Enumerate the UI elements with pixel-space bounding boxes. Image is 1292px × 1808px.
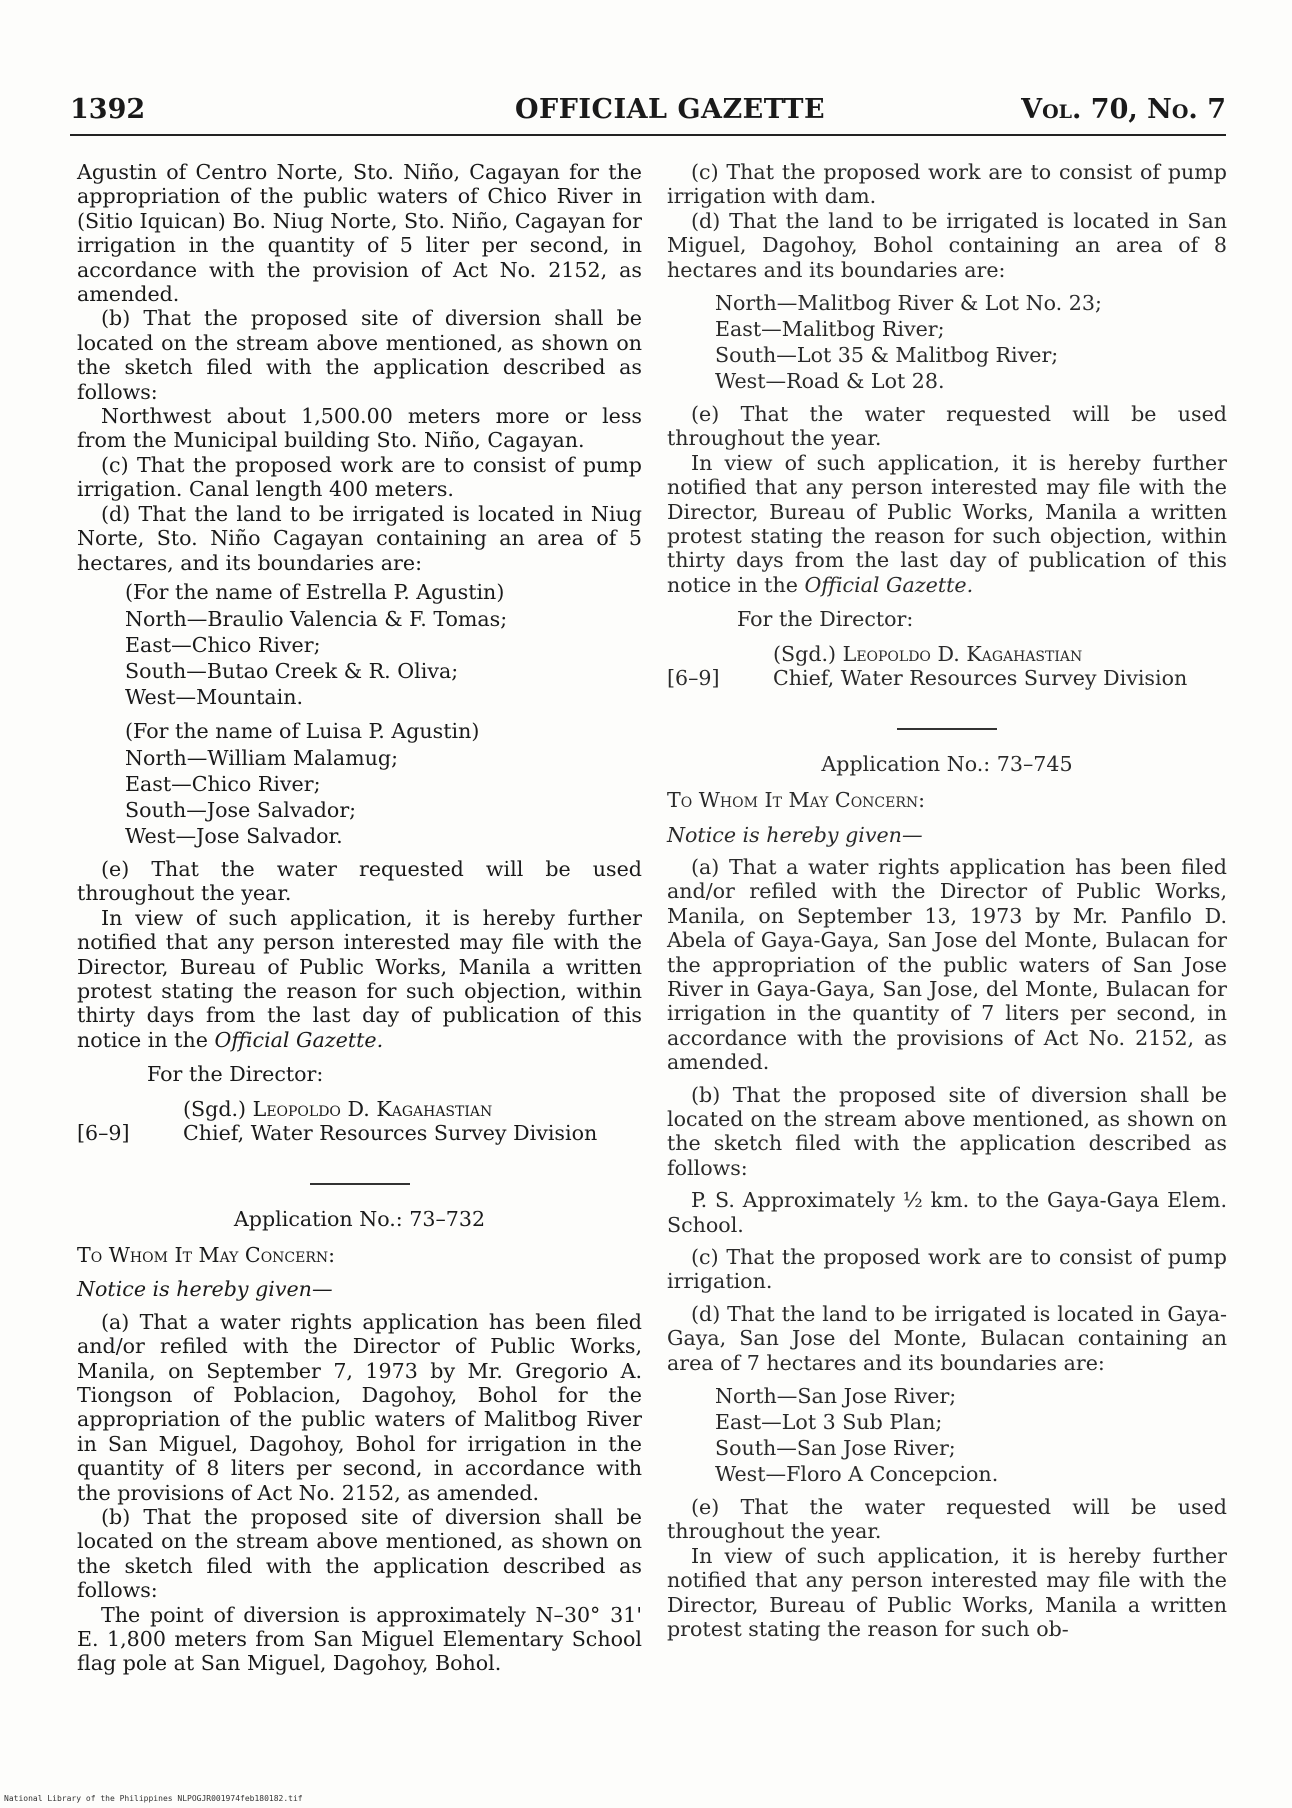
paragraph: Agustin of Centro Norte, Sto. Niño, Cagayan for the appropriation of the public waters of Chico River in (Sitio Iquican) Bo. Niug Norte, Sto. Niño, Cagayan for irrigation in the quantity of 5 liter per second, in accordance with the provision of Act No. 2152, as amended. [77, 160, 642, 307]
volume-label: Vol. 70, No. 7 [1021, 94, 1226, 125]
paragraph: In view of such application, it is hereby further notified that any person interested may file with the Director, Bureau of Public Works, Manila a written protest stating the reason for such ob- [667, 1543, 1227, 1642]
signatory [183, 1097, 492, 1121]
paragraph-text: In view of such application, it is hereby further notified that any person interested may file with the Director, Bureau of Public Works, Manila a written protest stating the reason for such objection, within thirty days from the last day of publication of this notice in the [77, 905, 642, 1052]
application-number: Application No.: 73–732 [233, 1206, 486, 1231]
signer-name: Leopoldo D. Kagahastian [252, 1096, 493, 1121]
paragraph: (a) That a water rights application has been filed and/or refiled with the Director of Public Works, Manila, on September 7, 1973 by Mr. Gregorio A. Tiongson of Poblacion, Dagohoy, Bohol for the appropriation of the public waters of Malitbog River in San Miguel, Dagohoy, Bohol for irrigation in the quantity of 8 liters per second, in accordance with the provisions of Act No. 2152, as amended. [77, 1309, 642, 1505]
signer-name: Leopoldo D. Kagahastian [842, 641, 1083, 666]
for-the-director: For the Director: [147, 1062, 324, 1087]
boundary-item: East—Malitbog River; [715, 317, 945, 342]
boundary-item: West—Road & Lot 28. [715, 369, 945, 394]
boundary-item: East—Chico River; [125, 771, 321, 796]
notice-heading: Notice is hereby given— [667, 822, 923, 847]
gazette-title: Official Gazette. [214, 1027, 384, 1052]
salutation: To Whom It May Concern: [667, 788, 926, 813]
paragraph: (b) That the proposed site of diversion shall be located on the stream above mentioned, as shown on the sketch filed with the application described as follows: [77, 1505, 642, 1603]
publication-title: OFFICIAL GAZETTE [515, 94, 826, 125]
notice-heading: Notice is hereby given— [77, 1277, 333, 1302]
boundary-item: South—Jose Salvador; [125, 797, 357, 822]
for-the-director: For the Director: [737, 607, 914, 632]
signature-block [667, 642, 1227, 694]
paragraph [77, 906, 642, 1052]
paragraph: (c) That the proposed work are to consist of pump irrigation. [667, 1245, 1227, 1294]
left-column [77, 160, 642, 1676]
right-column [667, 160, 1227, 1641]
boundary-item: North—William Malamug; [125, 745, 399, 770]
paragraph: The point of diversion is approximately N–30° 31' E. 1,800 meters from San Miguel Elementary School flag pole at San Miguel, Dagohoy, Bohol. [77, 1602, 642, 1676]
boundary-item: South—San Jose River; [715, 1436, 956, 1461]
paragraph: (e) That the water requested will be used throughout the year. [77, 856, 642, 906]
issue-code: [6–9] [77, 1120, 130, 1145]
sgd-label: (Sgd.) [183, 1096, 247, 1121]
boundary-item: East—Chico River; [125, 632, 321, 657]
page-header [70, 88, 1226, 136]
signature-block [77, 1097, 642, 1149]
owner-name: (For the name of Estrella P. Agustin) [125, 579, 505, 604]
boundary-item: South—Lot 35 & Malitbog River; [715, 343, 1059, 368]
boundary-list [667, 290, 1227, 394]
paragraph: Northwest about 1,500.00 meters more or less from the Municipal building Sto. Niño, Cagayan. [77, 404, 642, 453]
boundary-item: North—San Jose River; [715, 1384, 957, 1409]
page-number: 1392 [70, 94, 146, 125]
paragraph: (d) That the land to be irrigated is located in Gaya-Gaya, San Jose del Monte, Bulacan containing an area of 7 hectares and its boundaries are: [667, 1301, 1227, 1375]
boundary-item: West—Floro A Concepcion. [715, 1462, 999, 1487]
boundary-item: South—Butao Creek & R. Oliva; [125, 658, 459, 683]
paragraph: (e) That the water requested will be used throughout the year. [667, 402, 1227, 451]
signatory [773, 642, 1082, 666]
owner-name: (For the name of Luisa P. Agustin) [125, 718, 480, 743]
paragraph [667, 451, 1227, 597]
paragraph: (a) That a water rights application has been filed and/or refiled with the Director of Public Works, Manila, on September 13, 1973 by Mr. Panfilo D. Abela of Gaya-Gaya, San Jose del Monte, Bulacan for the appropriation of the public waters of San Jose River in Gaya-Gaya, San Jose, del Monte, Bulacan for irrigation in the quantity of 7 liters per second, in accordance with the provisions of Act No. 2152, as amended. [667, 854, 1227, 1075]
signer-position: Chief, Water Resources Survey Division [183, 1120, 598, 1145]
issue-code: [6–9] [667, 665, 720, 690]
gazette-title: Official Gazette. [804, 572, 974, 597]
paragraph: (e) That the water requested will be used throughout the year. [667, 1495, 1227, 1544]
signer-position: Chief, Water Resources Survey Division [773, 665, 1188, 690]
boundary-item: North—Malitbog River & Lot No. 23; [715, 291, 1102, 316]
application-number: Application No.: 73–745 [821, 751, 1073, 776]
boundary-list [77, 745, 642, 849]
boundary-item: West—Jose Salvador. [125, 823, 343, 848]
boundary-list [77, 606, 642, 710]
sgd-label: (Sgd.) [773, 641, 837, 666]
paragraph: (b) That the proposed site of diversion shall be located on the stream above mentioned, as shown on the sketch filed with the application described as follows: [77, 306, 642, 404]
section-divider [310, 1183, 410, 1185]
boundary-list [667, 1383, 1227, 1487]
paragraph: P. S. Approximately ½ km. to the Gaya-Gaya Elem. School. [667, 1188, 1227, 1237]
boundary-item: East—Lot 3 Sub Plan; [715, 1410, 943, 1435]
paragraph: (d) That the land to be irrigated is located in Niug Norte, Sto. Niño Cagayan containing an area of 5 hectares, and its boundaries are: [77, 501, 642, 575]
paragraph-text: In view of such application, it is hereby further notified that any person interested may file with the Director, Bureau of Public Works, Manila a written protest stating the reason for such objection, within thirty days from the last day of publication of this notice in the [667, 450, 1227, 597]
boundary-item: North—Braulio Valencia & F. Tomas; [125, 606, 508, 631]
paragraph: (d) That the land to be irrigated is located in San Miguel, Dagohoy, Bohol containing an area of 8 hectares and its boundaries are: [667, 208, 1227, 282]
paragraph: (c) That the proposed work are to consist of pump irrigation with dam. [667, 160, 1227, 209]
section-divider [897, 728, 997, 730]
salutation: To Whom It May Concern: [77, 1242, 336, 1267]
boundary-item: West—Mountain. [125, 684, 304, 709]
paragraph: (c) That the proposed work are to consist of pump irrigation. Canal length 400 meters. [77, 452, 642, 502]
scan-footer: National Library of the Philippines NLPOGJR001974feb180182.tif [4, 1794, 303, 1803]
paragraph: (b) That the proposed site of diversion shall be located on the stream above mentioned, as shown on the sketch filed with the application described as follows: [667, 1082, 1227, 1180]
